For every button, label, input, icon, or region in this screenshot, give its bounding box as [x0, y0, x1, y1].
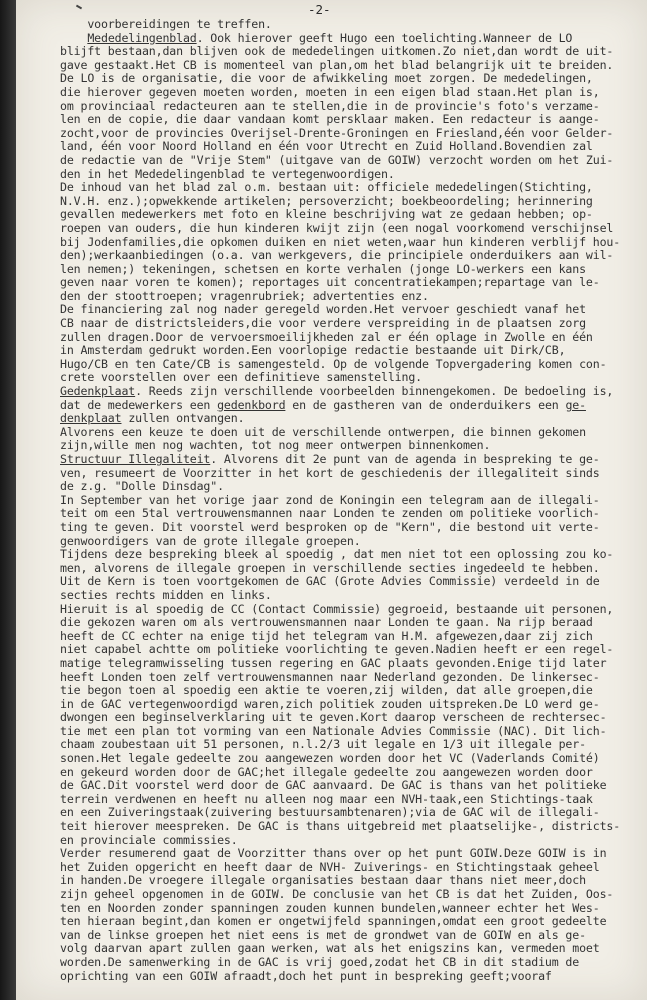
text-segment: sonen.Het legale gedeelte zou aangewezen worden door het VC (Vaderlands Comité): [60, 751, 600, 766]
text-line: [60, 208, 638, 222]
text-segment: Verder resumerend gaat de Voorzitter thans over op het punt GOIW.Deze GOIW is in: [60, 846, 607, 861]
text-segment: in Amsterdam gedrukt worden.Een voorlopige redactie bestaande uit Dirk/CB,: [60, 343, 566, 358]
text-segment: matige telegramwisseling tussen regering en GAC plaats gevonden.Enige tijd later: [60, 655, 607, 670]
text-segment: en een Zuiveringstaak(zuivering bestuursambtenaren);via de GAC wil de illegali-: [60, 805, 600, 820]
text-line: [60, 915, 638, 929]
text-line: [60, 236, 638, 250]
text-segment: zijn,wille men nog wachten, tot nog meer ontwerpen binnenkomen.: [60, 438, 491, 453]
text-segment: ting te geven. Dit voorstel werd besproken op de "Kern", die bestond uit verte-: [60, 519, 600, 534]
text-line: [60, 168, 638, 182]
text-line: [60, 521, 638, 535]
underlined-heading: denkplaat: [60, 411, 122, 426]
text-line: [60, 888, 638, 902]
text-segment: en provinciale commissies.: [60, 832, 238, 847]
text-line: [60, 32, 638, 46]
text-line: [60, 412, 638, 426]
text-segment: gevallen medewerkers met foto en kleine beschrijving wat ze gedaan hebben; op-: [60, 207, 593, 222]
text-segment: van de linkse groepen het niet eens is met de grondwet van de GOIW en als ge-: [60, 927, 586, 942]
text-segment: De financiering zal nog nader geregeld worden.Het vervoer geschiedt vanaf het: [60, 302, 586, 317]
text-segment: genwoordigers van de grote illegale groepen.: [60, 533, 361, 548]
text-line: [60, 725, 638, 739]
text-line: [60, 507, 638, 521]
text-line: [60, 480, 638, 494]
text-segment: Tijdens deze bespreking bleek al spoedig , dat men niet tot een oplossing zou ko-: [60, 547, 614, 562]
text-line: [60, 140, 638, 154]
text-line: [60, 779, 638, 793]
text-line: [60, 874, 638, 888]
text-line: [60, 643, 638, 657]
text-segment: heeft Londen toen zelf vertrouwensmannen naar Nederland gezonden. De linkersec-: [60, 669, 600, 684]
text-segment: chaam zoubestaan uit 51 personen, n.l.2/3 uit legale en 1/3 uit illegale per-: [60, 737, 586, 752]
text-segment: tie begon toen al spoedig een aktie te voeren,zij wilden, dat alle groepen,die: [60, 683, 593, 698]
text-segment: heeft de CC echter na enige tijd het telegram van H.M. afgewezen,daar zij zich: [60, 628, 593, 643]
text-line: [60, 18, 638, 32]
text-line: [60, 847, 638, 861]
text-line: [60, 942, 638, 956]
text-segment: de GAC.Dit voorstel werd door de GAC aanvaard. De GAC is thans van het politieke: [60, 778, 607, 793]
text-line: [60, 820, 638, 834]
text-segment: den der stoottroepen; vragenrubriek; advertenties enz.: [60, 288, 429, 303]
text-line: [60, 616, 638, 630]
text-segment: [60, 31, 87, 45]
text-segment: dwongen een beginselverklaring uit te geven.Kort daarop verscheen de rechtersec-: [60, 710, 607, 725]
text-line: [60, 222, 638, 236]
text-segment: CB naar de districtsleiders,die voor verdere verspreiding in de plaatsen zorg: [60, 316, 586, 331]
text-line: [60, 548, 638, 562]
text-line: [60, 861, 638, 875]
text-segment: De LO is de organisatie, die voor de afwikkeling moet zorgen. De mededelingen,: [60, 71, 593, 86]
text-line: [60, 86, 638, 100]
text-line: [60, 766, 638, 780]
text-line: [60, 562, 638, 576]
text-line: [60, 698, 638, 712]
text-segment: geven naar voren te komen); reportages uit concentratiekampen;repartage van le-: [60, 275, 600, 290]
text-segment: de z.g. "Dolle Dinsdag".: [60, 479, 224, 494]
text-segment: die hierover gegeven moeten worden, moeten in een eigen blad staan.Het plan is,: [60, 84, 600, 99]
text-line: [60, 249, 638, 263]
text-line: [60, 331, 638, 345]
text-segment: ten hieraan begint,dan komen er ongetwijfeld spanningen,omdat een groot gedeelte: [60, 914, 607, 929]
text-line: [60, 630, 638, 644]
text-segment: len en de copie, die daar vandaan komt persklaar maken. Een redacteur is aange-: [60, 112, 600, 127]
text-line: [60, 929, 638, 943]
text-line: [60, 303, 638, 317]
text-line: [60, 385, 638, 399]
text-segment: den);werkaanbiedingen (o.a. van werkgevers, die principiele onderduikers aan wil-: [60, 248, 614, 263]
text-segment: in de GAC vertegenwoordigd waren,zich politiek zouden uitspreken.De LO werd ge-: [60, 696, 600, 711]
text-segment: gave gestaakt.Het CB is momenteel van plan,om het blad belangrijk uit te breiden.: [60, 57, 614, 72]
text-line: [60, 956, 638, 970]
text-segment: terrein verdwenen en heeft nu alleen nog maar een NVH-taak,een Stichtings-taak: [60, 791, 593, 806]
underlined-heading: gedenkbord: [217, 397, 286, 412]
text-line: [60, 127, 638, 141]
text-line: [60, 603, 638, 617]
text-line: [60, 426, 638, 440]
text-segment: volg daarvan apart zullen gaan werken, wat als het enigszins kan, vermeden moet: [60, 941, 600, 956]
text-line: [60, 45, 638, 59]
text-segment: Uit de Kern is toen voortgekomen de GAC (Grote Advies Commissie) verdeeld in de: [60, 574, 600, 589]
text-line: [60, 494, 638, 508]
page-number: -2-: [308, 2, 331, 17]
pen-mark: [76, 5, 82, 10]
text-segment: zijn geheel opgenomen in de GOIW. De conclusie van het CB is dat het Zuiden, Oos-: [60, 887, 614, 901]
text-line: [60, 358, 638, 372]
text-segment: niet capabel achtte om politieke voorlichting te geven.Nadien heeft er een regel-: [60, 642, 614, 657]
text-line: [60, 752, 638, 766]
text-segment: land, één voor Noord Holland en één voor Utrecht en Zuid Holland.Bovendien zal: [60, 139, 593, 154]
text-segment: teit om een 5tal vertrouwensmannen naar Londen te zenden om politieke voorlich-: [60, 506, 600, 521]
text-line: [60, 535, 638, 549]
text-segment: . Reeds zijn verschillende voorbeelden binnengekomen. De bedoeling is,: [135, 384, 614, 399]
text-line: [60, 834, 638, 848]
text-segment: die gekozen waren om als vertrouwensmannen naar Londen te gaan. Na rijp beraad: [60, 615, 593, 630]
text-line: [60, 100, 638, 114]
text-line: [60, 59, 638, 73]
text-segment: oprichting van een GOIW afraadt,doch het punt in bespreking geeft;vooraf: [60, 968, 552, 983]
text-line: [60, 453, 638, 467]
text-segment: om provinciaal redacteuren aan te stellen,die in de provincie's foto's verzame-: [60, 98, 600, 113]
text-segment: voorbereidingen te treffen.: [60, 17, 272, 31]
text-segment: het Zuiden opgericht en heeft daar de NVH- Zuiverings- en Stichtingstaak geheel: [60, 859, 600, 874]
text-line: [60, 793, 638, 807]
text-line: [60, 317, 638, 331]
text-segment: ven, resumeert de Voorzitter in het kort de geschiedenis der illegaliteit sinds: [60, 465, 600, 480]
text-segment: tie met een plan tot vorming van een Nationale Advies Commissie (NAC). Dit lich-: [60, 723, 607, 738]
underlined-heading: ge-: [565, 397, 586, 412]
text-line: [60, 276, 638, 290]
text-line: [60, 806, 638, 820]
text-segment: ten en Noorden zonder spanningen zouden kunnen bundelen,wanneer echter het Wes-: [60, 900, 600, 915]
text-line: [60, 72, 638, 86]
text-segment: worden.De samenwerking in de GAC is vrij goed,zodat het CB in dit stadium de: [60, 954, 580, 969]
scan-edge: [0, 0, 16, 1000]
text-segment: N.V.H. enz.);opwekkende artikelen; persoverzicht; boekbeoordeling; herinnering: [60, 193, 593, 208]
text-segment: Hieruit is al spoedig de CC (Contact Commissie) gegroeid, bestaande uit personen,: [60, 601, 614, 616]
text-segment: dat de medewerkers een: [60, 397, 218, 412]
text-segment: In September van het vorige jaar zond de Koningin een telegram aan de illegali-: [60, 492, 600, 507]
text-line: [60, 738, 638, 752]
text-segment: Hugo/CB en ten Cate/CB is samengesteld. Op de volgende Topvergadering komen con-: [60, 356, 607, 371]
text-line: [60, 181, 638, 195]
text-line: [60, 684, 638, 698]
text-segment: in handen.De vroegere illegale organisaties bestaan daar thans niet meer,doch: [60, 873, 586, 888]
text-line: [60, 711, 638, 725]
text-segment: zullen dragen.Door de vervoersmoeilijkheden zal er één oplage in Zwolle en één: [60, 329, 593, 344]
text-line: [60, 154, 638, 168]
text-line: [60, 399, 638, 413]
text-segment: Alvorens een keuze te doen uit de verschillende ontwerpen, die binnen gekomen: [60, 424, 586, 439]
text-segment: blijft bestaan,dan blijven ook de mededelingen uitkomen.Zo niet,dan wordt de uit-: [60, 44, 614, 59]
text-line: [60, 589, 638, 603]
text-segment: secties rechts midden en links.: [60, 587, 272, 602]
underlined-heading: Mededelingenblad: [87, 30, 197, 45]
document-body: [60, 18, 638, 983]
text-line: [60, 113, 638, 127]
text-segment: en gekeurd worden door de GAC;het illegale gedeelte zou aangewezen worden door: [60, 764, 593, 779]
text-line: [60, 575, 638, 589]
text-segment: de redactie van de "Vrije Stem" (uitgave van de GOIW) verzocht worden om het Zui-: [60, 152, 614, 167]
text-segment: len nemen;) tekeningen, schetsen en korte verhalen (jonge LO-werkers een kans: [60, 261, 586, 276]
text-segment: zocht,voor de provincies Overijsel-Drente-Groningen en Friesland,één voor Gelder-: [60, 125, 614, 140]
text-segment: zullen ontvangen.: [121, 411, 245, 426]
text-segment: crete voorstellen over een definitieve samenstelling.: [60, 370, 422, 385]
text-segment: . Ook hierover geeft Hugo een toelichting.Wanneer de LO: [196, 30, 573, 45]
text-line: [60, 290, 638, 304]
text-line: [60, 902, 638, 916]
text-line: [60, 439, 638, 453]
text-segment: roepen van ouders, die hun kinderen kwijt zijn (een nogal voorkomend verschijnsel: [60, 220, 614, 235]
text-segment: den in het Mededelingenblad te vertegenwoordigen.: [60, 166, 395, 181]
text-segment: bij Jodenfamilies,die opkomen duiken en niet weten,waar hun kinderen verblijf hou-: [60, 234, 621, 249]
text-line: [60, 195, 638, 209]
text-segment: . Alvorens dit 2e punt van de agenda in bespreking te ge-: [210, 452, 600, 466]
underlined-heading: Structuur Illegaliteit: [60, 452, 211, 466]
text-line: [60, 467, 638, 481]
text-segment: De inhoud van het blad zal o.m. bestaan uit: officiele mededelingen(Stichting,: [60, 180, 593, 195]
text-line: [60, 970, 638, 984]
text-segment: men, alvorens de illegale groepen in verschillende secties ingedeeld te hebben.: [60, 560, 600, 575]
text-line: [60, 344, 638, 358]
text-segment: teit hierover meespreken. De GAC is thans uitgebreid met plaatselijke-, districts-: [60, 819, 621, 834]
underlined-heading: Gedenkplaat: [60, 384, 136, 399]
text-segment: en de gastheren van de onderduikers een: [285, 397, 566, 412]
text-line: [60, 657, 638, 671]
text-line: [60, 371, 638, 385]
text-line: [60, 263, 638, 277]
document-page: [16, 0, 647, 1000]
text-line: [60, 671, 638, 685]
